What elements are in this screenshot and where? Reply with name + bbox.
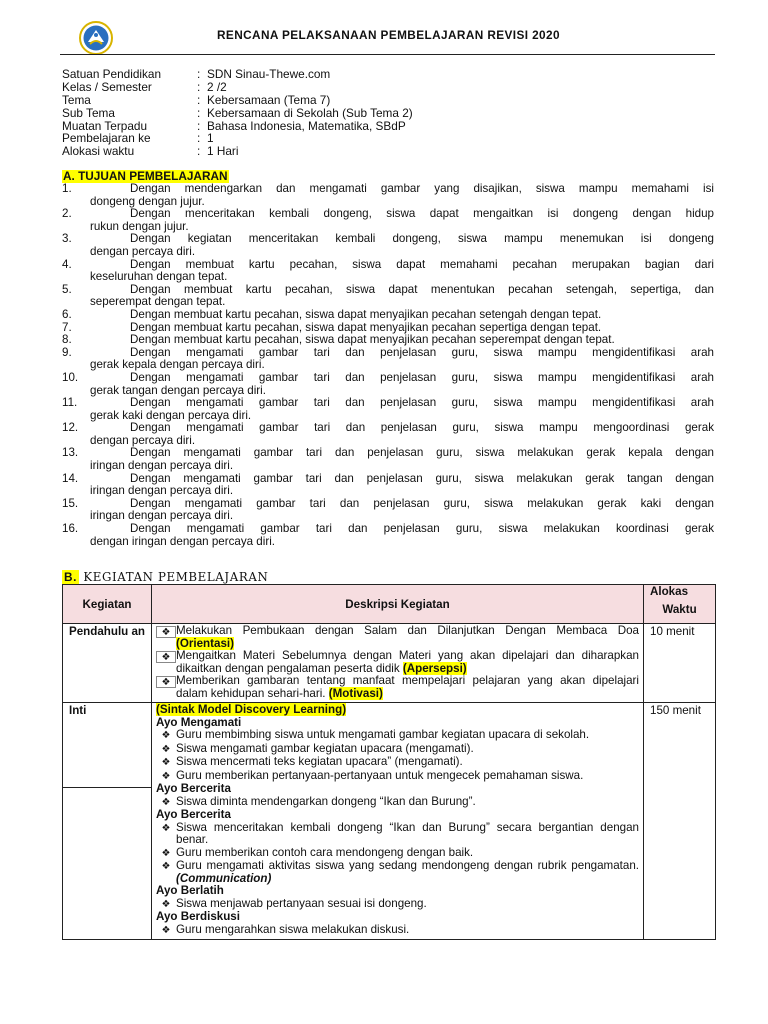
meta-label: Sub Tema (62, 105, 115, 120)
objective-line: Dengan mengamati gambar tari dan penjelasan guru, siswa melakukan koordinasi gerak (130, 522, 714, 536)
meta-value: Kebersamaan (Tema 7) (207, 92, 331, 107)
list-item (156, 675, 639, 700)
objective-item (62, 347, 714, 372)
objective-continuation: gerak kepala dengan percaya diri. (90, 358, 265, 372)
item-text: Siswa menceritakan kembali dongeng “Ikan dan Burung” secara bergantian dengan benar. (176, 820, 639, 846)
deskripsi-inti (152, 703, 644, 940)
diamond-bullet-icon: ❖ (161, 924, 171, 936)
objective-continuation: iringan dengan percaya diri. (90, 459, 234, 473)
objective-number: 15. (62, 496, 79, 510)
identity-block (62, 68, 712, 158)
objective-item (62, 208, 714, 233)
diamond-bullet-icon: ❖ (156, 676, 176, 688)
objective-line: Dengan membuat kartu pecahan, siswa dapat menyajikan pecahan setengah dengan tepat. (130, 307, 602, 321)
objective-text (90, 471, 714, 498)
objective-number: 12. (62, 421, 79, 435)
objective-continuation: dongeng dengan jujur. (90, 194, 205, 208)
table-row (63, 624, 716, 703)
list-item (156, 756, 639, 770)
list-item (156, 770, 639, 784)
objective-continuation: keseluruhan dengan tepat. (90, 270, 228, 284)
alokasi-header-line1: Alokas (650, 585, 689, 598)
objective-line: Dengan mengamati gambar tari dan penjelasan guru, siswa mampu mengoordinasi gerak (130, 421, 714, 435)
kegiatan-inti (63, 703, 152, 940)
diamond-bullet-icon: ❖ (161, 730, 171, 741)
meta-colon: : (197, 144, 201, 159)
item-text: Siswa mengamati gambar kegiatan upacara (mengamati). (176, 741, 474, 755)
objective-item (62, 284, 714, 309)
objective-text (90, 232, 714, 258)
column-header-deskripsi: Deskripsi Kegiatan (152, 585, 644, 624)
objective-item (62, 447, 714, 472)
header-divider (60, 54, 715, 55)
meta-value: Kebersamaan di Sekolah (Sub Tema 2) (207, 105, 413, 120)
item-text: Siswa mencermati teks kegiatan upacara” (mengamati). (176, 755, 463, 768)
meta-row (62, 132, 712, 145)
item-tag: (Orientasi) (176, 636, 234, 650)
objective-item (62, 183, 714, 208)
meta-colon: : (197, 105, 201, 120)
table-row (63, 703, 716, 940)
objective-continuation: gerak kaki dengan percaya diri. (90, 408, 252, 422)
diamond-bullet-icon: ❖ (161, 861, 171, 872)
meta-colon: : (197, 79, 201, 94)
objective-item (62, 422, 714, 447)
group-title: Ayo Bercerita (156, 782, 231, 795)
deskripsi-pendahuluan (152, 624, 644, 703)
meta-label: Kelas / Semester (62, 79, 152, 94)
item-text: Siswa menjawab pertanyaan sesuai isi dongeng. (176, 896, 427, 910)
objective-line: Dengan membuat kartu pecahan, siswa dapat menyajikan pecahan seperempat dengan tepat. (130, 333, 615, 347)
objective-number: 6. (62, 307, 72, 321)
meta-label: Satuan Pendidikan (62, 67, 162, 81)
document-title: RENCANA PELAKSANAAN PEMBELAJARAN REVISI 2020 (217, 28, 560, 42)
kegiatan-inti-label: Inti (63, 703, 151, 788)
objective-line: Dengan mengamati gambar tari dan penjelasan guru, siswa melakukan gerak kepala dengan (130, 446, 714, 460)
diamond-bullet-icon: ❖ (161, 757, 171, 768)
meta-colon: : (197, 92, 201, 107)
objective-continuation: iringan dengan percaya diri. (90, 484, 234, 498)
objective-item (62, 498, 714, 523)
objective-text (90, 522, 714, 548)
objective-number: 7. (62, 320, 72, 334)
list-item (156, 847, 639, 861)
objective-text (90, 182, 714, 208)
objective-number: 13. (62, 446, 79, 460)
objectives-list (62, 183, 714, 548)
objective-continuation: seperempat dengan tepat. (90, 295, 226, 309)
objective-line: Dengan membuat kartu pecahan, siswa dapat menentukan pecahan setengah, sepertiga, dan (130, 282, 714, 296)
diamond-bullet-icon: ❖ (161, 796, 171, 808)
objective-line: Dengan kegiatan menceritakan kembali dongeng, siswa mampu menemukan isi dongeng (130, 232, 714, 246)
list-item (156, 924, 639, 938)
objective-line: Dengan mengamati gambar tari dan penjelasan guru, siswa melakukan gerak tangan dengan (130, 471, 714, 485)
item-text: Melakukan Pembukaan dengan Salam dan Dilanjutkan Dengan Membaca Doa (176, 624, 639, 637)
objective-line: Dengan membuat kartu pecahan, siswa dapat menyajikan pecahan sepertiga dengan tepat. (130, 320, 602, 334)
objective-text (130, 334, 714, 347)
objective-line: Dengan mengamati gambar tari dan penjelasan guru, siswa melakukan gerak kaki dengan (130, 496, 714, 510)
meta-row (62, 107, 712, 120)
objective-line: Dengan menceritakan kembali dongeng, siswa dapat mengaitkan isi dongeng dengan hidup (130, 207, 714, 221)
objective-continuation: iringan dengan percaya diri. (90, 509, 234, 523)
meta-colon: : (197, 118, 201, 133)
meta-value: Bahasa Indonesia, Matematika, SBdP (207, 118, 406, 133)
objective-line: Dengan mengamati gambar tari dan penjelasan guru, siswa mampu mengidentifikasi arah (130, 345, 714, 359)
objective-number: 2. (62, 207, 72, 221)
list-item (156, 898, 639, 912)
alokasi-header-line2: Waktu (662, 603, 697, 616)
objective-line: Dengan mengamati gambar tari dan penjelasan guru, siswa mampu mengidentifikasi arah (130, 396, 714, 410)
item-text: Mengaitkan Materi Sebelumnya dengan Materi yang akan dipelajari dan diharapkan dikaitkan dengan pengalaman peserta didik (176, 649, 639, 675)
objective-number: 11. (62, 396, 78, 410)
meta-colon: : (197, 67, 201, 81)
objective-text (90, 345, 714, 372)
diamond-bullet-icon: ❖ (161, 743, 171, 755)
list-item (156, 650, 639, 675)
diamond-bullet-icon: ❖ (161, 770, 171, 782)
sintak-label: (Sintak Model Discovery Learning) (156, 703, 347, 716)
meta-row (62, 68, 712, 81)
objective-text (90, 421, 714, 447)
group-title: Ayo Bercerita (156, 808, 231, 821)
objective-number: 10. (62, 370, 79, 384)
list-item (156, 860, 639, 885)
objective-continuation: rukun dengan jujur. (90, 219, 189, 233)
diamond-bullet-icon: ❖ (156, 626, 176, 638)
meta-label: Pembelajaran ke (62, 131, 151, 146)
objective-continuation: dengan iringan dengan percaya diri. (90, 534, 275, 548)
objective-item (62, 473, 714, 498)
objective-item (62, 523, 714, 548)
section-b-title: KEGIATAN PEMBELAJARAN (83, 570, 269, 584)
group-title: Ayo Berlatih (156, 884, 224, 897)
meta-value: SDN Sinau-Thewe.com (207, 67, 331, 81)
meta-label: Tema (62, 92, 91, 107)
objective-text (90, 446, 714, 473)
meta-label: Alokasi waktu (62, 144, 135, 159)
objective-text (90, 282, 714, 309)
list-item (156, 796, 639, 810)
objective-number: 9. (62, 345, 72, 359)
item-tag: (Communication) (176, 871, 272, 885)
item-text: Memberikan gambaran tentang manfaat mempelajari pelajaran yang akan dipelajari dalam kehidupan sehari-hari. (176, 674, 639, 700)
list-item (156, 743, 639, 757)
group-title: Ayo Mengamati (156, 715, 242, 729)
objective-item (62, 334, 714, 347)
diamond-bullet-icon: ❖ (161, 822, 171, 834)
objective-text (90, 496, 714, 523)
objective-line: Dengan mendengarkan dan mengamati gambar yang disajikan, siswa mampu memahami isi (130, 182, 714, 195)
list-item (156, 822, 639, 847)
meta-row (62, 81, 712, 94)
item-text: Guru mengamati aktivitas siswa yang sedang mendongeng dengan rubrik pengamatan. (176, 859, 639, 872)
objective-continuation: dengan percaya diri. (90, 433, 196, 447)
list-item (156, 729, 639, 743)
objective-number: 1. (62, 182, 72, 195)
meta-row (62, 94, 712, 107)
objective-text (90, 257, 714, 284)
meta-colon: : (197, 131, 201, 146)
objective-number: 5. (62, 282, 72, 296)
objective-text (90, 396, 714, 422)
meta-row (62, 120, 712, 133)
meta-value: 1 (207, 131, 214, 146)
objective-number: 8. (62, 333, 72, 347)
meta-row (62, 145, 712, 158)
diamond-bullet-icon: ❖ (161, 898, 171, 910)
kegiatan-pendahuluan: Pendahulu an (63, 624, 152, 703)
meta-value: 2 /2 (207, 79, 227, 94)
item-text: Siswa diminta mendengarkan dongeng “Ikan dan Burung”. (176, 794, 476, 808)
objective-number: 4. (62, 257, 72, 271)
objective-number: 3. (62, 232, 72, 246)
item-text: Guru memberikan contoh cara mendongeng dengan baik. (176, 845, 474, 859)
meta-value: 1 Hari (207, 144, 239, 159)
objective-item (62, 309, 714, 322)
diamond-bullet-icon: ❖ (161, 847, 171, 859)
tut-wuri-handayani-logo-icon (79, 21, 113, 55)
objective-continuation: gerak tangan dengan percaya diri. (90, 383, 266, 397)
alokasi-pendahuluan: 10 menit (644, 624, 716, 703)
objective-text (130, 309, 714, 322)
objective-text (90, 370, 714, 397)
column-header-alokasi (644, 585, 716, 624)
diamond-bullet-icon: ❖ (156, 651, 176, 663)
meta-label: Muatan Terpadu (62, 118, 148, 133)
objective-line: Dengan membuat kartu pecahan, siswa dapat memahami pecahan merupakan bagian dari (130, 257, 714, 271)
section-b-heading (62, 570, 268, 584)
objective-item (62, 259, 714, 284)
activities-table (62, 584, 716, 940)
objective-item (62, 233, 714, 258)
item-text: Guru membimbing siswa untuk mengamati gambar kegiatan upacara di sekolah. (176, 728, 590, 741)
objective-number: 14. (62, 471, 79, 485)
objective-item (62, 397, 714, 422)
list-item (156, 625, 639, 650)
objective-line: Dengan mengamati gambar tari dan penjelasan guru, siswa mampu mengidentifikasi arah (130, 370, 714, 384)
column-header-kegiatan: Kegiatan (63, 585, 152, 624)
section-b-letter: B. (64, 570, 77, 584)
group-title: Ayo Berdiskusi (156, 910, 240, 923)
item-tag: (Motivasi) (328, 686, 383, 700)
section-a-heading: A. TUJUAN PEMBELAJARAN (63, 169, 228, 183)
alokasi-inti: 150 menit (644, 703, 716, 940)
item-text: Guru mengarahkan siswa melakukan diskusi. (176, 922, 410, 936)
objective-continuation: dengan percaya diri. (90, 244, 196, 258)
objective-text (90, 207, 714, 233)
objective-number: 16. (62, 522, 79, 536)
objective-item (62, 372, 714, 397)
item-text: Guru memberikan pertanyaan-pertanyaan untuk mengecek pemahaman siswa. (176, 768, 584, 782)
item-tag: (Apersepsi) (402, 661, 467, 675)
